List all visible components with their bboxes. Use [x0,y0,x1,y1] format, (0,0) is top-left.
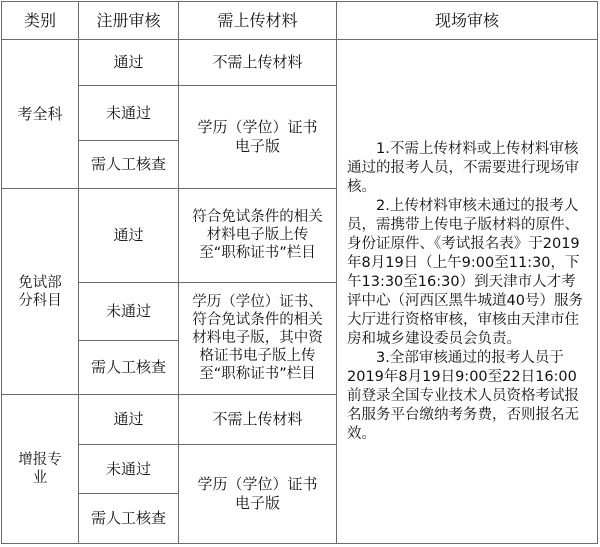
table-row [2,40,598,86]
status-manual: 需人工核查 [79,141,179,189]
status-pass: 通过 [79,189,179,283]
status-pass: 通过 [79,40,179,86]
status-fail: 未通过 [79,85,179,140]
header-registration: 注册审核 [79,2,179,40]
onsite-item-3: 3.全部审核通过的报考人员于2019年8月19日9:00至22日16:00前登录全国专业技术人员资格考试报名服务平台缴纳考务费，否则报名无效。 [347,349,579,442]
status-fail: 未通过 [79,282,179,340]
status-manual: 需人工核查 [79,493,179,543]
header-row [2,2,598,40]
category-extra: 增报专业 [2,395,79,544]
upload-none: 不需上传材料 [179,40,337,86]
status-pass: 通过 [79,395,179,445]
upload-diploma: 学历（学位）证书电子版 [179,445,337,544]
upload-diploma-and-exemption: 学历（学位）证书、符合免试条件的相关材料电子版，其中资格证书电子版上传至“职称证书”栏目 [179,282,337,395]
header-upload: 需上传材料 [179,2,337,40]
upload-none: 不需上传材料 [179,395,337,445]
exam-review-table [1,1,598,544]
category-full: 考全科 [2,40,79,189]
header-onsite: 现场审核 [337,2,598,40]
status-manual: 需人工核查 [79,340,179,394]
upload-diploma: 学历（学位）证书电子版 [179,85,337,188]
onsite-item-1: 1.不需上传材料或上传材料审核通过的报考人员，不需要进行现场审核。 [347,140,579,195]
status-fail: 未通过 [79,445,179,494]
upload-exemption-materials: 符合免试条件的相关材料电子版上传至“职称证书”栏目 [179,189,337,283]
header-category: 类别 [2,2,79,40]
onsite-review-text [337,40,598,544]
category-partial: 免试部分科目 [2,189,79,395]
onsite-item-2: 2.上传材料审核未通过的报考人员，需携带上传电子版材料的原件、身份证原件、《考试报名表》于2019年8月19日（上午9:00至11:30，下午13:30至16:30）到天津市人才考评中心（河西区黑牛城道40号）服务大厅进行资格审核，审核由天津市住房和城乡建设委员会负责。 [347,197,583,347]
